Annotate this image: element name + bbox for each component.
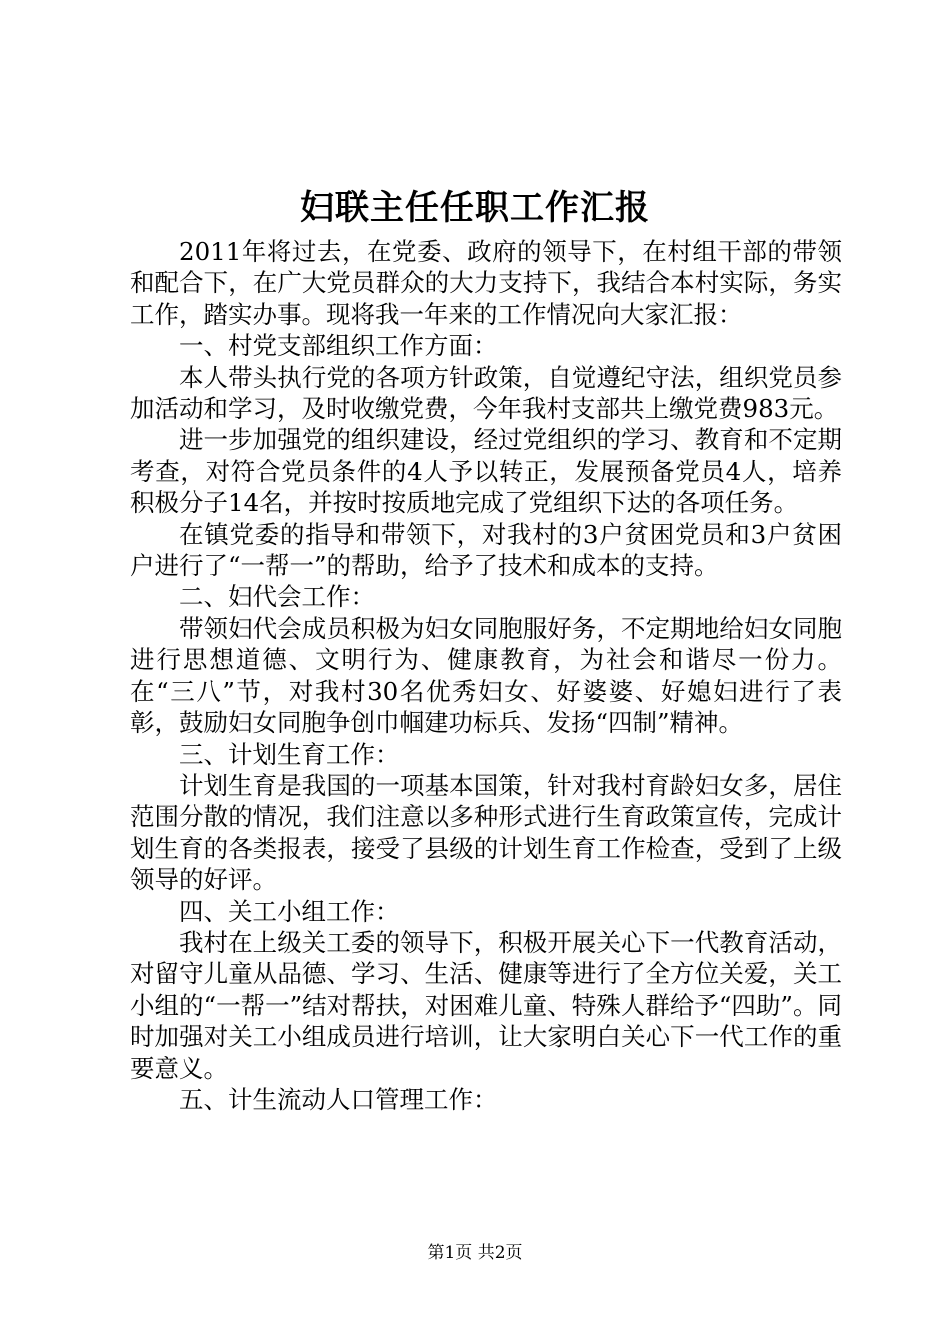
section-heading-youth-care: 四、关工小组工作：	[179, 896, 400, 926]
section-heading-family-planning: 三、计划生育工作：	[179, 739, 400, 769]
section-heading-floating-population: 五、计生流动人口管理工作：	[179, 1084, 498, 1114]
paragraph-poverty-help: 在镇党委的指导和带领下，对我村的3户贫困党员和3户贫困户进行了“一帮一”的帮助，给予了技术和成本的支持。	[130, 519, 842, 581]
paragraph-intro: 2011年将过去，在党委、政府的领导下，在村组干部的带领和配合下，在广大党员群众的大力支持下，我结合本村实际，务实工作，踏实办事。现将我一年来的工作情况向大家汇报：	[130, 237, 842, 329]
document-body	[130, 236, 842, 1115]
page-title: 妇联主任任职工作汇报	[300, 188, 650, 228]
paragraph-womens-work: 带领妇代会成员积极为妇女同胞服好务，不定期地给妇女同胞进行思想道德、文明行为、健康教育，为社会和谐尽一份力。在“三八”节，对我村30名优秀妇女、好婆婆、好媳妇进行了表彰，鼓励妇女同胞争创巾帼建功标兵、发扬“四制”精神。	[130, 613, 842, 738]
paragraph-family-planning: 计划生育是我国的一项基本国策，针对我村育龄妇女多，居住范围分散的情况，我们注意以多种形式进行生育政策宣传，完成计划生育的各类报表，接受了县级的计划生育工作检查，受到了上级领导的好评。	[130, 770, 842, 895]
paragraph-party-organization: 进一步加强党的组织建设，经过党组织的学习、教育和不定期考查，对符合党员条件的4人予以转正，发展预备党员4人，培养积极分子14名，并按时按质地完成了党组织下达的各项任务。	[130, 425, 842, 518]
section-heading-womens-congress: 二、妇代会工作：	[179, 582, 375, 612]
page-footer: 第1页 共2页	[427, 1243, 523, 1263]
section-heading-party-branch: 一、村党支部组织工作方面：	[179, 331, 498, 361]
paragraph-party-dues: 本人带头执行党的各项方针政策，自觉遵纪守法，组织党员参加活动和学习，及时收缴党费，今年我村支部共上缴党费983元。	[130, 362, 842, 424]
paragraph-youth-care: 我村在上级关工委的领导下，积极开展关心下一代教育活动，对留守儿童从品德、学习、生活、健康等进行了全方位关爱，关工小组的“一帮一”结对帮扶，对困难儿童、特殊人群给予“四助”。同时加强对关工小组成员进行培训，让大家明白关心下一代工作的重要意义。	[130, 927, 842, 1083]
